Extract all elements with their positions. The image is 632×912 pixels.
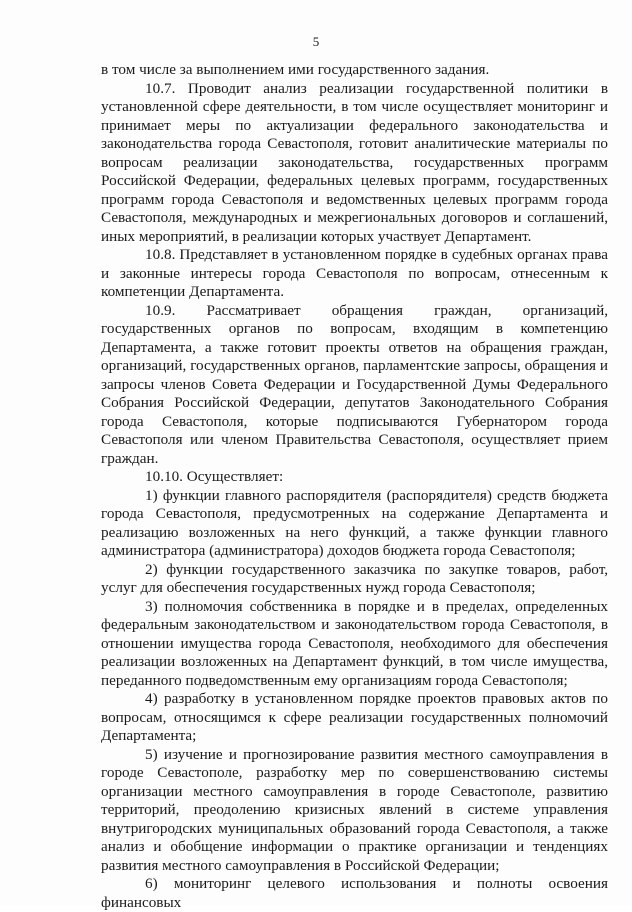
paragraph: 1) функции главного распорядителя (распорядителя) средств бюджета города Севастополя, предусмотренных на содержание Департамента и реализацию возложенных на него функций, а также функции главного администратора (администратора) доходов бюджета города Севастополя; [101,486,608,559]
paragraph: 10.8. Представляет в установленном порядке в судебных органах права и законные интересы города Севастополя по вопросам, отнесенным к компетенции Департамента. [101,246,608,300]
paragraph: 3) полномочия собственника в порядке и в пределах, определенных федеральным законодательством и законодательством города Севастополя, в отношении имущества города Севастополя, необходимого для обеспечения реализации возложенных на Департамент функций, в том числе имущества, переданного подведомственным ему организациям города Севастополя; [101,597,608,689]
paragraph: 5) изучение и прогнозирование развития местного самоуправления в городе Севастополе, разработку мер по совершенствованию системы организации местного самоуправления в городе Севастополе, развитию территорий, преодолению кризисных явлений в системе управления внутригородских муниципальных образований города Севастополя, а также анализ и обобщение информации о практике организации и тенденциях развития местного самоуправления в Российской Федерации; [101,745,608,874]
page-number: 5 [312,34,320,49]
paragraph: 2) функции государственного заказчика по закупке товаров, работ, услуг для обеспечения государственных нужд города Севастополя; [101,560,608,596]
paragraph: 10.7. Проводит анализ реализации государственной политики в установленной сфере деятельности, в том числе осуществляет мониторинг и принимает меры по актуализации федерального законодательства и законодательства города Севастополя, готовит аналитические материалы по вопросам реализации законодательства, государственных программ Российской Федерации, федеральных целевых программ, государственных программ города Севастополя и ведомственных целевых программ города Севастополя, международных и межрегиональных договоров и соглашений, иных мероприятий, в реализации которых участвует Департамент. [101,79,608,245]
paragraph: 4) разработку в установленном порядке проектов правовых актов по вопросам, относящимся к сфере реализации государственных полномочий Департамента; [101,690,608,744]
paragraph: 10.9. Рассматривает обращения граждан, организаций, государственных органов по вопросам, входящим в компетенцию Департамента, а также готовит проекты ответов на обращения граждан, организаций, государственных органов, парламентские запросы, обращения и запросы членов Совета Федерации и Государственной Думы Федерального Собрания Российской Федерации, депутатов Законодательного Собрания города Севастополя, которые подписываются Губернатором города Севастополя или членом Правительства Севастополя, осуществляет прием граждан. [101,301,608,467]
paragraph: в том числе за выполнением ими государственного задания. [101,61,490,78]
paragraph: 6) мониторинг целевого использования и полноты освоения финансовых [101,875,608,911]
document-body [101,61,608,912]
paragraph: 10.10. Осуществляет: [145,468,284,485]
